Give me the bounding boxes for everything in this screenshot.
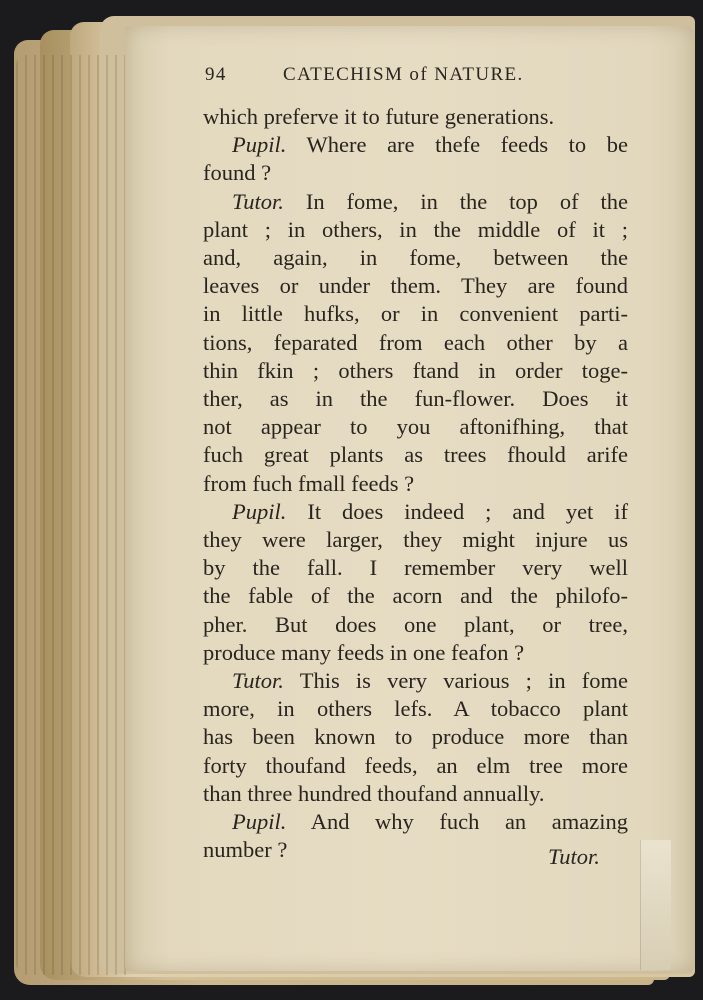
text-line (232, 187, 628, 216)
line-text: pher. But does one plant, or tree, (203, 611, 628, 637)
speaker-label: Pupil. (232, 498, 287, 524)
text-line (203, 356, 628, 385)
speaker-label: Tutor. (232, 668, 284, 693)
speaker-label: Pupil. (232, 809, 287, 834)
text-line (203, 638, 628, 667)
line-text: has been known to produce more than (203, 724, 628, 750)
text-line (203, 694, 628, 723)
text-line (203, 271, 628, 300)
text-line (232, 807, 628, 836)
text-line (203, 102, 628, 131)
line-text: fuch great plants as trees fhould arife (203, 442, 628, 468)
line-text: in little hufks, or in convenient parti- (203, 301, 628, 327)
text-line (232, 497, 628, 526)
line-text: ther, as in the fun-flower. Does it (203, 386, 628, 411)
line-text: tions, feparated from each other by a (203, 329, 628, 355)
text-line (203, 751, 628, 780)
line-text: plant ; in others, in the middle of it ; (203, 216, 628, 242)
text-line (203, 553, 628, 582)
text-line (203, 525, 628, 554)
text-line (203, 835, 403, 864)
text-line (203, 243, 628, 272)
text-line (232, 666, 628, 695)
line-text: Where are thefe feeds to be (306, 132, 628, 158)
line-text: not appear to you aftonifhing, that (203, 414, 628, 440)
line-text: This is very various ; in fome (299, 668, 628, 693)
text-line (203, 581, 628, 610)
line-text: they were larger, they might injure us (203, 527, 628, 552)
text-line (203, 158, 628, 187)
text-line (232, 130, 628, 159)
line-text: the fable of the acorn and the philofo- (203, 583, 628, 609)
line-text: In fome, in the top of the (305, 188, 628, 214)
page-header (205, 64, 625, 98)
text-line (203, 779, 628, 808)
text-line (203, 328, 628, 357)
text-line (203, 722, 628, 751)
paper-repair (640, 840, 671, 970)
line-text: than three hundred thoufand annually. (203, 780, 545, 806)
page-number: 94 (205, 64, 227, 85)
line-text: more, in others lefs. A tobacco plant (203, 696, 628, 722)
line-text: which preferve it to future generations. (203, 104, 555, 129)
text-line (203, 610, 628, 639)
line-text: produce many feeds in one feafon ? (203, 639, 525, 665)
catchword: Tutor. (548, 844, 600, 869)
text-line (203, 299, 628, 328)
text-line (203, 215, 628, 244)
line-text: by the fall. I remember very well (203, 555, 628, 581)
line-text: forty thoufand feeds, an elm tree more (203, 752, 628, 778)
text-line (203, 469, 628, 498)
line-text: thin fkin ; others ftand in order toge- (203, 357, 628, 383)
speaker-label: Pupil. (232, 132, 287, 158)
text-line (203, 412, 628, 441)
speaker-label: Tutor. (232, 188, 284, 214)
line-text: found ? (203, 160, 272, 186)
line-text: And why fuch an amazing (310, 809, 628, 834)
running-head: CATECHISM of NATURE. (283, 64, 524, 85)
line-text: It does indeed ; and yet if (307, 498, 629, 524)
text-line (203, 440, 628, 469)
text-line (203, 384, 628, 413)
line-text: from fuch fmall feeds ? (203, 470, 415, 496)
line-text: leaves or under them. They are found (203, 273, 628, 299)
line-text: and, again, in fome, between the (203, 245, 628, 270)
line-text: number ? (203, 837, 288, 863)
fore-edge-pages (16, 55, 126, 975)
